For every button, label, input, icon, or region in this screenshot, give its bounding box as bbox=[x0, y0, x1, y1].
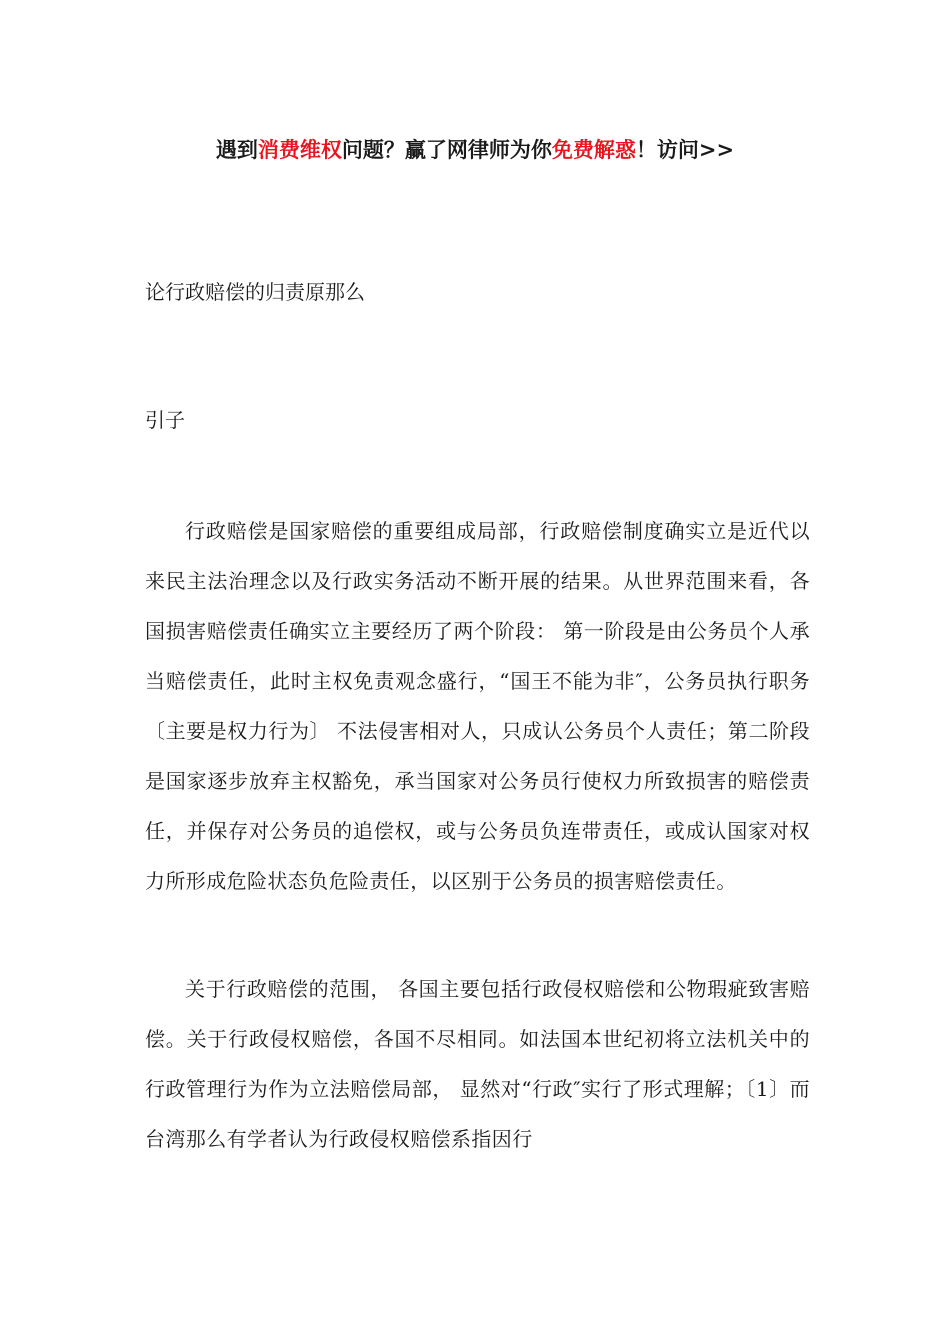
banner-visit-link[interactable]: ！访问>> bbox=[635, 137, 735, 162]
document-title: 论行政赔偿的归责原那么 bbox=[145, 280, 365, 304]
banner-highlight-consumer-rights: 消费维权 bbox=[257, 137, 342, 162]
banner-highlight-free-advice: 免费解惑 bbox=[551, 137, 636, 162]
promo-banner[interactable] bbox=[0, 135, 950, 165]
paragraph-2: 关于行政赔偿的范围， 各国主要包括行政侵权赔偿和公物瑕疵致害赔偿。关于行政侵权赔偿，各国不尽相同。如法国本世纪初将立法机关中的行政管理行为作为立法赔偿局部， 显然对“行政″实行了形式理解；〔1〕而台湾那么有学者认为行政侵权赔偿系指因行 bbox=[145, 977, 810, 1151]
paragraph-1: 行政赔偿是国家赔偿的重要组成局部，行政赔偿制度确实立是近代以来民主法治理念以及行政实务活动不断开展的结果。从世界范围来看，各国损害赔偿责任确实立主要经历了两个阶段： 第一阶段是由公务员个人承当赔偿责任，此时主权免责观念盛行，“国王不能为非″，公务员执行职务〔主要是权力行为〕 不法侵害相对人，只成认公务员个人责任；第二阶段是国家逐步放弃主权豁免，承当国家对公务员行使权力所致损害的赔偿责任，并保存对公务员的追偿权，或与公务员负连带责任，或成认国家对权力所形成危险状态负危险责任，以区别于公务员的损害赔偿责任。 bbox=[145, 519, 810, 893]
banner-text-1: 遇到 bbox=[215, 137, 258, 162]
document-body bbox=[145, 277, 810, 1164]
section-heading-introduction: 引子 bbox=[145, 408, 185, 432]
banner-text-2: 问题？赢了网律师为你 bbox=[341, 137, 552, 162]
